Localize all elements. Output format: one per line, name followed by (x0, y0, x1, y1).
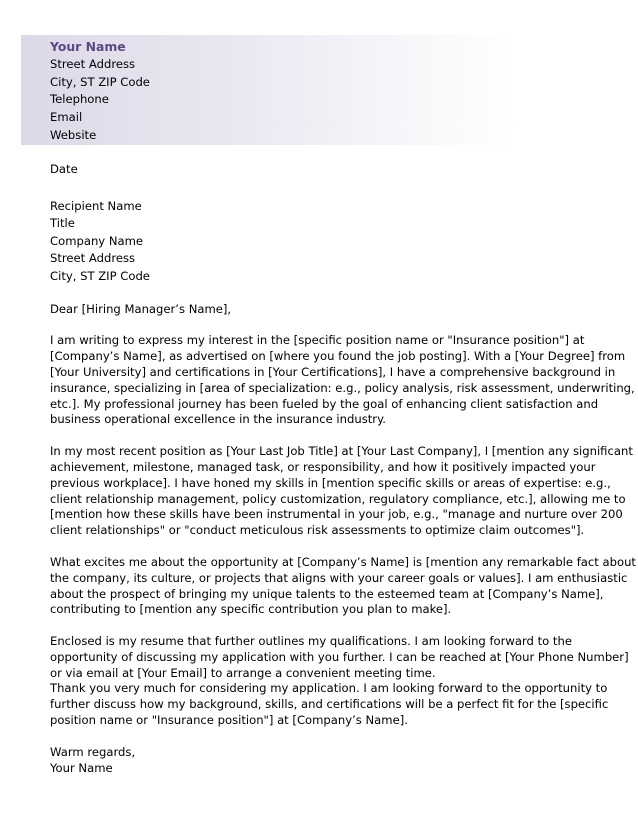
date-text: Date (50, 161, 78, 176)
paragraph-line: previous workplace]. I have honed my skills in [mention specific skills or areas of expertise: e.g., (50, 475, 611, 490)
paragraph-line: about the prospect of bringing my unique talents to the esteemed team at [Company’s Name], (50, 586, 604, 601)
paragraph-line: opportunity of discussing my application with you further. I can be reached at [Your Phone Number] (50, 649, 629, 664)
paragraph-4 (50, 634, 629, 729)
recipient-city: City, ST ZIP Code (50, 268, 150, 283)
paragraph-line: Enclosed is my resume that further outlines my qualifications. I am looking forward to the (50, 634, 572, 649)
paragraph-line: etc.]. My professional journey has been fueled by the goal of enhancing client satisfaction and (50, 396, 599, 411)
sender-city: City, ST ZIP Code (50, 74, 150, 89)
recipient-company: Company Name (50, 233, 144, 248)
letter-date (50, 162, 595, 178)
recipient-block (50, 198, 595, 286)
salutation (50, 302, 595, 318)
paragraph-line: position name or "Insurance position"] at [Company’s Name]. (50, 713, 408, 728)
sender-name: Your Name (50, 39, 126, 54)
recipient-street: Street Address (50, 251, 136, 266)
paragraph-line: insurance, specializing in [area of specialization: e.g., policy analysis, risk assessment, underwriting, (50, 380, 635, 395)
paragraph-line: or via email at [Your Email] to arrange a convenient meeting time. (50, 665, 436, 680)
paragraph-line: Thank you very much for considering my application. I am looking forward to the opportunity to (50, 681, 608, 696)
paragraph-line: business operational excellence in the insurance industry. (50, 412, 386, 427)
paragraph-line: [Company’s Name], as advertised on [where you found the job posting]. With a [Your Degree] from (50, 349, 626, 364)
paragraph-line: I am writing to express my interest in the [specific position name or "Insurance position"] at (50, 333, 585, 348)
sender-website: Website (50, 127, 97, 142)
closing-block (50, 745, 595, 777)
valediction: Warm regards, (50, 744, 136, 759)
paragraph-line: the company, its culture, or projects that aligns with your career goals or values]. I am enthusiastic (50, 570, 628, 585)
paragraph-1 (50, 333, 635, 428)
paragraph-line: achievement, milestone, managed task, or responsibility, and how it positively impacted your (50, 459, 596, 474)
letter-body (50, 38, 636, 776)
sender-block (50, 38, 595, 145)
salutation-text: Dear [Hiring Manager’s Name], (50, 301, 232, 316)
sender-email: Email (50, 110, 83, 125)
paragraph-2 (50, 444, 633, 539)
recipient-title: Title (50, 216, 75, 231)
sender-telephone: Telephone (50, 92, 109, 107)
signature-name: Your Name (50, 760, 113, 775)
recipient-name: Recipient Name (50, 198, 142, 213)
paragraph-line: What excites me about the opportunity at [Company’s Name] is [mention any remarkable fact about (50, 554, 636, 569)
paragraph-line: [mention how these skills have been instrumental in your job, e.g., "manage and nurture over 200 (50, 507, 623, 522)
paragraph-line: client relationships" or "conduct meticulous risk assessments to optimize claim outcomes"]. (50, 523, 585, 538)
sender-street: Street Address (50, 56, 136, 71)
paragraph-line: client relationship management, policy customization, regulatory compliance, etc.], allowing me to (50, 491, 626, 506)
paragraph-line: further discuss how my background, skills, and certifications will be a perfect fit for the [specific (50, 697, 609, 712)
paragraph-line: contributing to [mention any specific contribution you plan to make]. (50, 602, 452, 617)
paragraph-line: In my most recent position as [Your Last Job Title] at [Your Last Company], I [mention any significant (50, 444, 633, 459)
paragraph-line: [Your University] and certifications in [Your Certifications], I have a comprehensive background in (50, 364, 616, 379)
paragraph-3 (50, 554, 636, 618)
